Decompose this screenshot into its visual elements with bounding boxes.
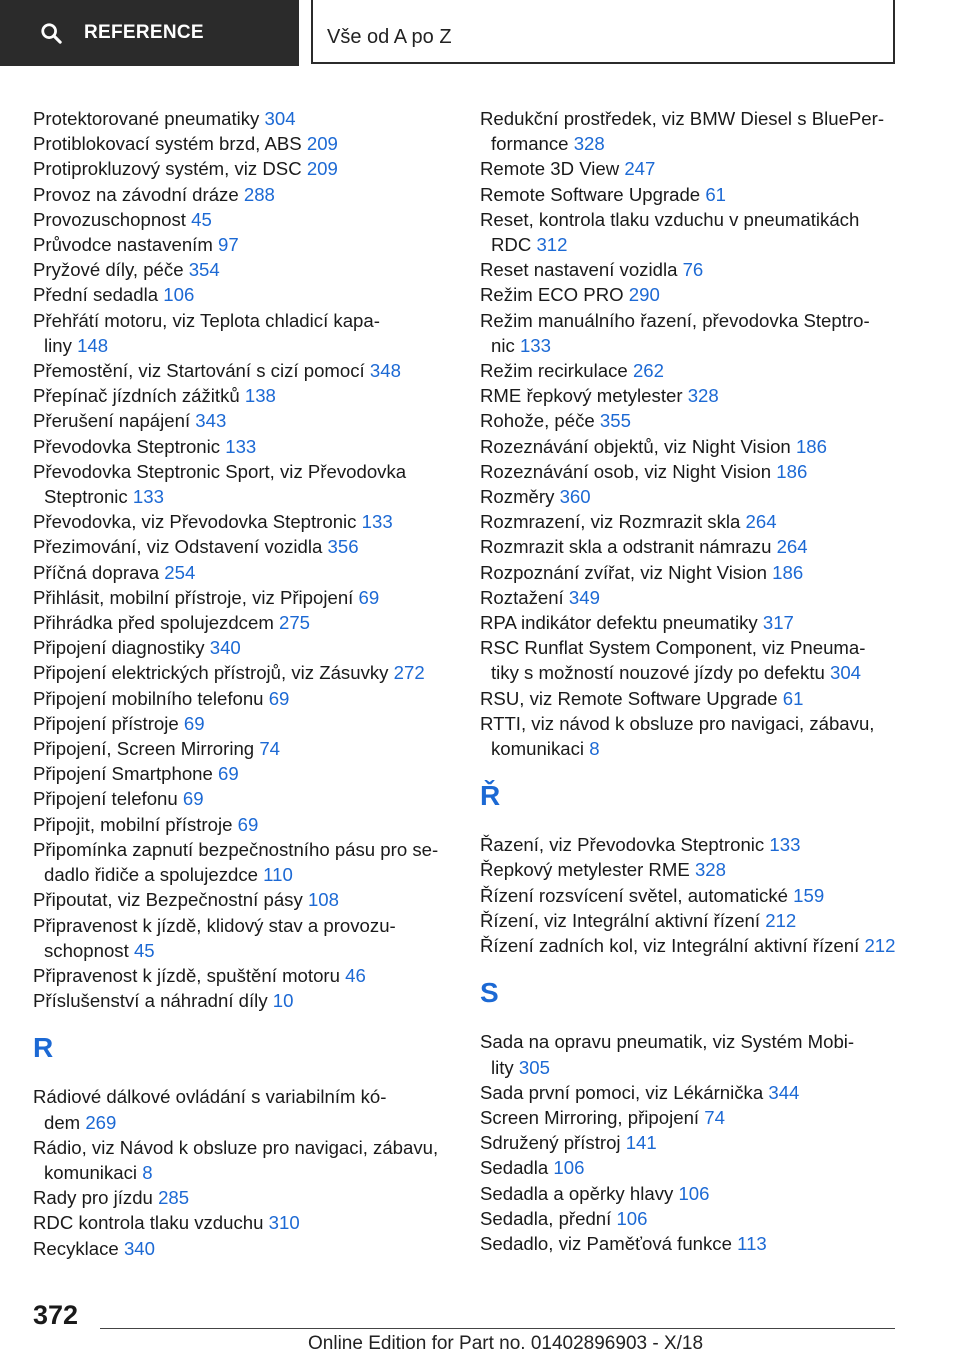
index-entry-text: Řízení rozsvícení světel, automatické [480,884,788,906]
page-reference-link[interactable]: 290 [628,284,660,306]
page-reference-link[interactable]: 328 [687,385,719,407]
index-entry-text: Rozmrazit skla a odstranit námrazu [480,536,772,558]
index-entry [33,786,453,811]
index-entry [33,358,453,383]
page-reference-link[interactable]: 340 [123,1237,155,1259]
page-reference-link[interactable]: 310 [268,1212,300,1234]
index-entry-text: Rozměry [480,486,555,508]
index-entry-continuation: komunikaci [491,738,585,760]
index-entry [33,1185,453,1210]
index-entry [480,509,910,534]
index-entry [33,913,453,963]
section-title-tab[interactable]: Vše od A po Z [311,0,895,64]
index-entry-continuation: Steptronic [44,486,128,508]
page-reference-link[interactable]: 186 [795,435,827,457]
index-entry-text: Remote Software Upgrade [480,183,701,205]
index-entry-text: RME řepkový metylester [480,385,683,407]
page-reference-link[interactable]: 69 [183,712,205,734]
page-reference-link[interactable]: 97 [218,234,239,256]
index-entry [33,1084,453,1134]
page-reference-link[interactable]: 275 [278,612,311,634]
page-reference-link[interactable]: 355 [599,410,631,432]
index-entry-text: Připojení mobilního telefonu [33,687,264,709]
index-entry [480,1231,910,1256]
index-entry [480,358,910,383]
index-entry [33,408,453,433]
index-entry [33,988,453,1013]
index-entry [33,182,453,207]
index-entry-text: Provoz na závodní dráze [33,183,239,205]
page-reference-link[interactable]: 285 [158,1187,190,1209]
index-entry-continuation: tiky s možností nouzové jízdy po defektu [491,662,825,684]
index-entry-text: Připojení telefonu [33,788,178,810]
index-entry [33,383,453,408]
index-entry-text: Sedadla [480,1157,549,1179]
index-entry-text: RSU, viz Remote Software Upgrade [480,687,778,709]
index-entry-text: Přední sedadla [33,284,159,306]
page-reference-link[interactable]: 264 [776,536,808,558]
index-entry [33,1210,453,1235]
index-entry-text: RPA indikátor defektu pneumatiky [480,612,758,634]
index-entry [480,182,910,207]
index-letter-heading: R [33,1032,54,1064]
index-entry-text: Recyklace [33,1237,119,1259]
index-entry-text: Přezimování, viz Odstavení vozidla [33,536,323,558]
index-entry-text: Rozpoznání zvířat, viz Night Vision [480,561,767,583]
index-entry-text: Řízení zadních kol, viz Integrální aktivní řízení [480,935,860,957]
index-entry [33,736,453,761]
index-entry [33,711,453,736]
search-icon [40,22,62,44]
page-reference-link[interactable]: 110 [263,864,293,886]
page-reference-link[interactable]: 209 [306,133,338,155]
page-reference-link[interactable]: 108 [307,889,339,911]
page-reference-link[interactable]: 138 [244,385,276,407]
index-entry-text: Příslušenství a náhradní díly [33,990,268,1012]
index-entry [33,459,453,509]
index-entry-continuation: lity [491,1056,514,1078]
index-entry [33,207,453,232]
page-reference-link[interactable]: 354 [188,259,220,281]
index-entry-text: Režim ECO PRO [480,284,624,306]
page-reference-link[interactable]: 8 [142,1161,153,1183]
index-entry [33,282,453,307]
index-entry-text: Reset nastavení vozidla [480,259,678,281]
page-reference-link[interactable]: 304 [830,662,862,684]
index-entry [480,1181,910,1206]
index-entry [480,434,910,459]
index-entry-text: RSC Runflat System Component, viz Pneuma- [480,637,866,659]
index-entry [480,908,910,933]
page-reference-link[interactable]: 45 [133,939,155,961]
index-entry-text: Remote 3D View [480,158,620,180]
index-entry-text: Připojení Smartphone [33,763,213,785]
page-reference-link[interactable]: 61 [782,687,804,709]
index-entry-text: Pryžové díly, péče [33,259,184,281]
index-entry [480,857,910,882]
index-entry-text: Přerušení napájení [33,410,191,432]
index-entry-text: Řepkový metylester RME [480,859,690,881]
index-entry [33,837,453,887]
index-entry [480,282,910,307]
page-reference-link[interactable]: 74 [259,738,281,760]
index-entry [480,1130,910,1155]
index-entry [480,207,910,257]
index-entry-text: Protektorované pneumatiky [33,108,260,129]
page-reference-link[interactable]: 212 [765,909,797,931]
index-entry-text: Rádio, viz Návod k obsluze pro navigaci, zábavu, [33,1136,439,1158]
page-reference-link[interactable]: 69 [218,763,239,785]
index-entry-text: Připojení, Screen Mirroring [33,738,255,760]
index-letter-heading: Ř [480,780,501,812]
index-entry-text: Přemostění, viz Startování s cizí pomocí [33,360,365,382]
index-entry [33,761,453,786]
index-column-right [480,106,910,1256]
index-entry-text: Převodovka, viz Převodovka Steptronic [33,511,357,533]
index-entry-text: Redukční prostředek, viz BMW Diesel s BluePer- [480,108,885,129]
index-entry [33,560,453,585]
index-entry-text: Připravenost k jízdě, spuštění motoru [33,964,340,986]
index-entry [480,1105,910,1130]
index-entry-text: Rádiové dálkové ovládání s variabilním kó- [33,1086,387,1108]
page-reference-link[interactable]: 344 [768,1081,800,1103]
page-reference-link[interactable]: 159 [793,884,825,906]
page-reference-link[interactable]: 304 [264,108,296,129]
page-reference-link[interactable]: 212 [864,935,896,957]
page-reference-link[interactable]: 186 [772,561,804,583]
index-entry-continuation: dem [44,1111,81,1133]
index-entry-text: Rozeznávání osob, viz Night Vision [480,460,772,482]
page-reference-link[interactable]: 113 [737,1232,767,1254]
page-number: 372 [33,1300,79,1330]
index-entry [33,635,453,660]
index-entry-text: Protiblokovací systém brzd, ABS [33,133,302,155]
index-entry-text: Sada první pomoci, viz Lékárnička [480,1081,764,1103]
index-entry-text: Protiprokluzový systém, viz DSC [33,158,302,180]
index-entry [480,560,910,585]
index-entry-text: Příčná doprava [33,561,160,583]
page-reference-link[interactable]: 69 [237,813,259,835]
page-reference-link[interactable]: 76 [682,259,704,281]
page-reference-link[interactable]: 247 [624,158,656,180]
index-column-left [33,106,453,1261]
index-entry-text: Sedadla a opěrky hlavy [480,1182,674,1204]
page-reference-link[interactable]: 348 [369,360,401,382]
index-entry [33,887,453,912]
index-entry-text: Režim manuálního řazení, převodovka Steptro- [480,309,870,331]
page-reference-link[interactable]: 106 [616,1207,648,1229]
index-entry [33,156,453,181]
index-entry-text: Průvodce nastavením [33,234,213,256]
index-entry-text: RDC kontrola tlaku vzduchu [33,1212,264,1234]
page-reference-link[interactable]: 133 [519,334,551,356]
page-reference-link[interactable]: 69 [358,586,380,608]
index-entry [33,660,453,685]
index-entry-text: Převodovka Steptronic [33,435,221,457]
index-entry-text: Přihlásit, mobilní přístroje, viz Připojení [33,586,354,608]
index-entry [480,484,910,509]
index-entry-text: Připojení diagnostiky [33,637,205,659]
page-reference-link[interactable]: 74 [704,1106,725,1128]
page-reference-link[interactable]: 69 [182,788,204,810]
index-entry [480,686,910,711]
page-reference-link[interactable]: 254 [164,561,196,583]
page-reference-link[interactable]: 106 [553,1157,585,1179]
index-entry [33,610,453,635]
index-entry-continuation: schopnost [44,939,129,961]
index-entry [33,963,453,988]
index-entry [480,408,910,433]
index-entry [480,459,910,484]
index-entry-text: Rozmrazení, viz Rozmrazit skla [480,511,741,533]
page-reference-link[interactable]: 209 [306,158,338,180]
page-reference-link[interactable]: 305 [518,1056,550,1078]
page-reference-link[interactable]: 269 [85,1111,117,1133]
footer-edition: Online Edition for Part no. 01402896903 - X/18 [308,1333,704,1354]
index-entry-text: Rohože, péče [480,410,595,432]
page-reference-link[interactable]: 8 [589,738,600,760]
header [0,0,960,66]
page-reference-link[interactable]: 262 [632,360,664,382]
index-entry [33,509,453,534]
index-entry-text: Sedadlo, viz Paměťová funkce [480,1232,732,1254]
footer-divider [100,1328,895,1329]
index-entry-text: Roztažení [480,586,564,608]
index-entry-text: Připoutat, viz Bezpečnostní pásy [33,889,303,911]
page-reference-link[interactable]: 61 [705,183,726,205]
index-entry-text: Provozuschopnost [33,208,186,230]
page-reference-link[interactable]: 360 [559,486,591,508]
page-reference-link[interactable]: 356 [327,536,359,558]
page-reference-link[interactable]: 106 [163,284,195,306]
page-reference-link[interactable]: 312 [536,234,568,256]
index-entry [480,156,910,181]
index-entry [33,534,453,559]
index-entry-text: Přihrádka před spolujezdcem [33,612,274,634]
index-entry-continuation: nic [491,334,515,356]
index-entry [480,1080,910,1105]
index-entry [33,1135,453,1185]
index-entry [480,610,910,635]
reference-label: REFERENCE [84,22,204,43]
index-entry-text: Režim recirkulace [480,360,628,382]
index-entry [480,1206,910,1231]
page-reference-link[interactable]: 133 [769,834,801,856]
index-entry [33,232,453,257]
index-entry [33,257,453,282]
index-entry [480,257,910,282]
page-reference-link[interactable]: 106 [678,1182,710,1204]
index-entry-text: Přehřátí motoru, viz Teplota chladicí kapa- [33,309,380,331]
index-entry-text: Připojení elektrických přístrojů, viz Zásuvky [33,662,389,684]
index-entry [480,711,910,761]
index-entry [480,534,910,559]
index-entry [480,1029,910,1079]
page-reference-link[interactable]: 340 [209,637,241,659]
index-entry-continuation: RDC [491,234,532,256]
page-reference-link[interactable]: 10 [272,990,294,1012]
page-reference-link[interactable]: 317 [762,612,794,634]
page-reference-link[interactable]: 133 [361,511,393,533]
page-reference-link[interactable]: 349 [568,586,600,608]
index-entry-text: Přepínač jízdních zážitků [33,385,240,407]
index-entry [480,585,910,610]
index-entry-text: Připomínka zapnutí bezpečnostního pásu pro se- [33,838,439,860]
index-entry [33,686,453,711]
index-entry-text: Převodovka Steptronic Sport, viz Převodovka [33,460,407,482]
index-entry [480,106,910,156]
index-entry-text: Připojit, mobilní přístroje [33,813,233,835]
index-entry-text: Řízení, viz Integrální aktivní řízení [480,909,761,931]
index-entry [480,308,910,358]
page-reference-link[interactable]: 148 [77,334,109,356]
index-entry [480,635,910,685]
page-reference-link[interactable]: 133 [225,435,257,457]
index-entry [480,883,910,908]
index-entry-text: Řazení, viz Převodovka Steptronic [480,834,765,856]
index-entry-text: Rady pro jízdu [33,1187,153,1209]
index-entry [480,933,910,958]
page-reference-link[interactable]: 46 [345,964,366,986]
page-reference-link[interactable]: 328 [573,133,605,155]
index-entry-continuation: formance [491,133,569,155]
page-reference-link[interactable]: 141 [625,1132,657,1154]
index-entry-text: Sedadla, přední [480,1207,612,1229]
index-letter-heading: S [480,977,499,1009]
index-entry [480,1155,910,1180]
index-entry-text: Screen Mirroring, připojení [480,1106,700,1128]
index-entry [480,832,910,857]
index-entry [33,308,453,358]
page-reference-link[interactable]: 133 [132,486,164,508]
page-reference-link[interactable]: 288 [243,183,275,205]
index-entry [33,106,453,131]
index-entry-text: RTTI, viz návod k obsluze pro navigaci, zábavu, [480,712,875,734]
index-entry [480,383,910,408]
reference-tab[interactable] [0,0,299,66]
page-reference-link[interactable]: 69 [268,687,290,709]
index-entry-text: Sada na opravu pneumatik, viz Systém Mobi- [480,1031,855,1053]
page-reference-link[interactable]: 272 [393,662,425,684]
page-reference-link[interactable]: 186 [776,460,808,482]
index-entry-text: Rozeznávání objektů, viz Night Vision [480,435,791,457]
page-reference-link[interactable]: 343 [195,410,227,432]
page-reference-link[interactable]: 264 [745,511,777,533]
index-entry [33,812,453,837]
index-entry-text: Reset, kontrola tlaku vzduchu v pneumatikách [480,208,860,230]
index-entry-continuation: liny [44,334,72,356]
page-reference-link[interactable]: 45 [191,208,212,230]
index-entry [33,434,453,459]
page-reference-link[interactable]: 328 [694,859,726,881]
index-entry [33,131,453,156]
index-entry-text: Připojení přístroje [33,712,179,734]
index-entry [33,1236,453,1261]
index-entry [33,585,453,610]
index-entry-text: Sdružený přístroj [480,1132,621,1154]
index-entry-text: Připravenost k jízdě, klidový stav a provozu- [33,914,396,936]
index-entry-continuation: komunikaci [44,1161,138,1183]
index-entry-continuation: dadlo řidiče a spolujezdce [44,864,258,886]
